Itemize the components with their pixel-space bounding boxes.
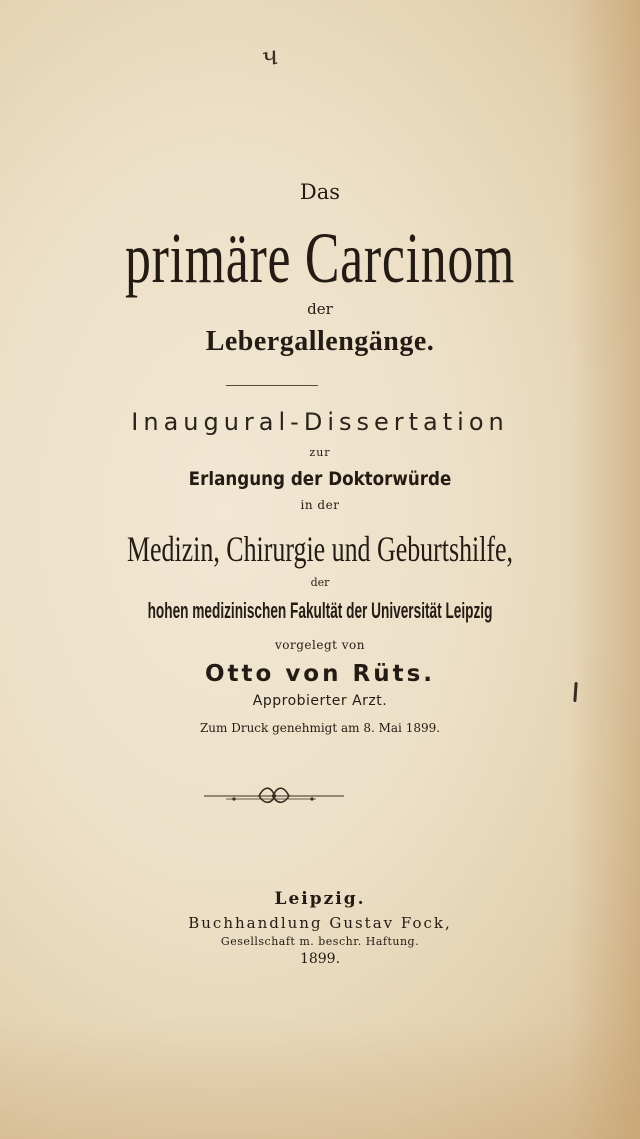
handwritten-margin-mark: ч	[258, 40, 282, 74]
text-zur: zur	[309, 446, 331, 459]
page-title: primäre Carcinom	[124, 218, 516, 298]
faculty-fields: Medizin, Chirurgie und Geburtshilfe,	[126, 529, 514, 569]
title-line-das: Das	[299, 180, 341, 204]
publisher: Buchhandlung Gustav Fock,	[188, 914, 452, 932]
ornament-divider-icon	[204, 784, 344, 808]
title-subject: Lebergallengänge.	[205, 326, 435, 357]
text-der: der	[310, 576, 330, 589]
submitted-by: vorgelegt von	[274, 638, 365, 652]
text-in-der: in der	[300, 498, 340, 512]
title-line-der: der	[307, 300, 333, 318]
print-approval: Zum Druck genehmigt am 8. Mai 1899.	[199, 721, 441, 735]
paper-bottom-shading	[0, 1019, 640, 1139]
faculty-name: hohen medizinischen Fakultät der Universität Leipzig	[147, 598, 493, 623]
publication-year: 1899.	[299, 951, 341, 967]
document-type: Inaugural-Dissertation	[131, 408, 509, 436]
author-name: Otto von Rüts.	[204, 661, 436, 687]
publication-place: Leipzig.	[274, 889, 366, 909]
purpose-line: Erlangung der Doktorwürde	[188, 468, 452, 490]
publisher-note: Gesellschaft m. beschr. Haftung.	[220, 935, 420, 948]
paper-edge-shading	[570, 0, 640, 1139]
author-title: Approbierter Arzt.	[252, 693, 388, 709]
title-divider	[226, 385, 318, 386]
